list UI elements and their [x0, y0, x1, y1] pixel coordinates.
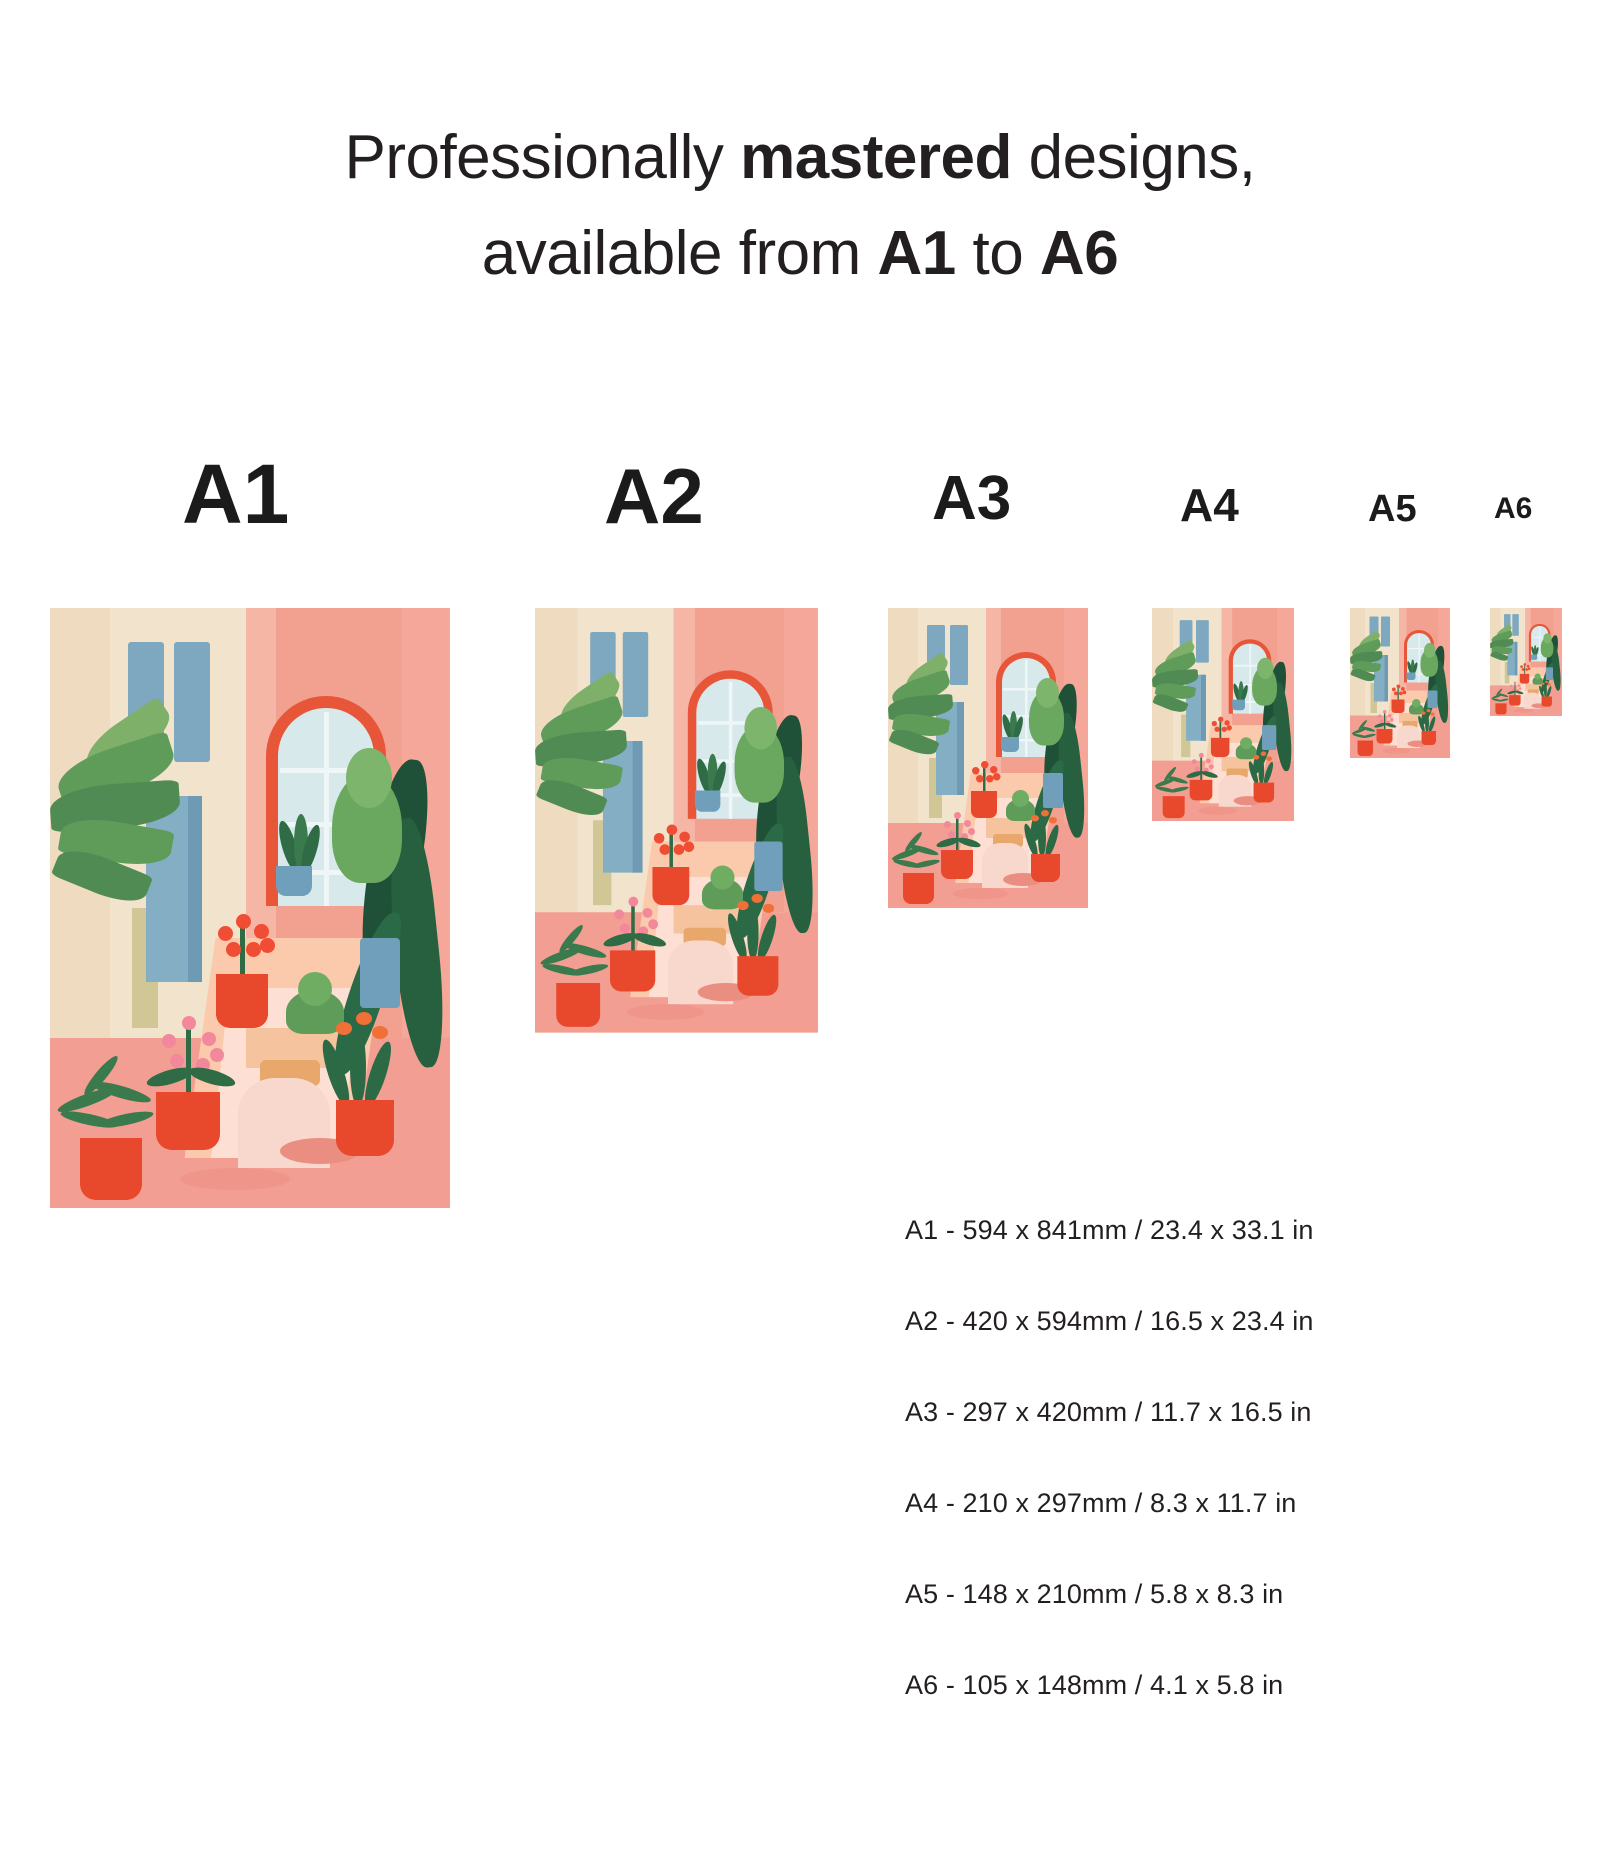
pink-flower — [162, 1034, 176, 1048]
size-label-a3: A3 — [932, 464, 1012, 533]
berry — [236, 914, 251, 929]
poster-preview-a2[interactable] — [535, 608, 818, 1033]
headline-text-post: designs, — [1011, 123, 1256, 192]
pink-flower — [210, 1048, 224, 1062]
poster-preview-a3[interactable] — [888, 608, 1088, 908]
headline-line2-bold-a6: A6 — [1039, 219, 1119, 289]
size-label-a6: A6 — [1494, 492, 1533, 525]
artwork-a6 — [1490, 608, 1562, 716]
size-spec-a1: A1 - 594 x 841mm / 23.4 x 33.1 in — [905, 1215, 1314, 1245]
terracotta-pot — [156, 1092, 220, 1150]
headline-text-bold: mastered — [740, 123, 1012, 192]
pink-flower — [202, 1032, 216, 1046]
terracotta-pot — [216, 974, 268, 1028]
page-title — [0, 110, 1600, 302]
bush — [298, 972, 332, 1006]
size-label-a5: A5 — [1368, 488, 1417, 530]
berry — [246, 942, 261, 957]
artwork-a3 — [888, 608, 1088, 908]
artwork-a4 — [1152, 608, 1294, 821]
berry — [260, 938, 275, 953]
headline-line2-mid: to — [955, 219, 1040, 289]
poster-preview-a6[interactable] — [1490, 608, 1562, 716]
ground-shadow — [180, 1168, 290, 1190]
size-spec-a4: A4 - 210 x 297mm / 8.3 x 11.7 in — [905, 1488, 1297, 1518]
pink-flower — [182, 1016, 196, 1030]
headline-line2-bold-a1: A1 — [877, 219, 956, 289]
terracotta-pot — [336, 1100, 394, 1156]
headline-line-1 — [344, 123, 1255, 192]
orange-flower — [372, 1026, 388, 1039]
artwork-a2 — [535, 608, 818, 1033]
artwork-a5 — [1350, 608, 1450, 758]
headline-text-pre: Professionally — [344, 123, 741, 192]
berry — [226, 942, 241, 957]
blue-pot — [276, 866, 312, 896]
size-label-a1: A1 — [182, 447, 290, 541]
window-shutter — [174, 642, 210, 762]
artwork-a1 — [50, 608, 450, 1208]
shrub — [346, 748, 392, 808]
poster-preview-a5[interactable] — [1350, 608, 1450, 758]
size-spec-a6: A6 - 105 x 148mm / 4.1 x 5.8 in — [905, 1670, 1284, 1700]
plant-leaf — [350, 1028, 366, 1106]
size-label-a4: A4 — [1180, 479, 1239, 531]
size-spec-a2: A2 - 420 x 594mm / 16.5 x 23.4 in — [905, 1306, 1314, 1336]
berry — [218, 926, 233, 941]
plant-stem — [240, 926, 245, 980]
headline-line2-pre: available from — [481, 219, 878, 289]
poster-preview-a1[interactable] — [50, 608, 450, 1208]
orange-flower — [336, 1022, 352, 1035]
size-spec-a3: A3 - 297 x 420mm / 11.7 x 16.5 in — [905, 1397, 1312, 1427]
size-spec-list — [905, 1215, 1545, 1701]
poster-preview-a4[interactable] — [1152, 608, 1294, 821]
pink-flower — [170, 1054, 184, 1068]
size-label-a2: A2 — [604, 452, 704, 540]
berry — [254, 924, 269, 939]
headline-line-2 — [0, 206, 1600, 302]
orange-flower — [356, 1012, 372, 1025]
arch-mullion — [324, 712, 329, 906]
size-spec-a5: A5 - 148 x 210mm / 5.8 x 8.3 in — [905, 1579, 1284, 1609]
plant-stem — [186, 1028, 191, 1098]
door-shadow — [188, 796, 202, 982]
terracotta-pot — [80, 1138, 142, 1200]
blue-pot — [360, 938, 400, 1008]
